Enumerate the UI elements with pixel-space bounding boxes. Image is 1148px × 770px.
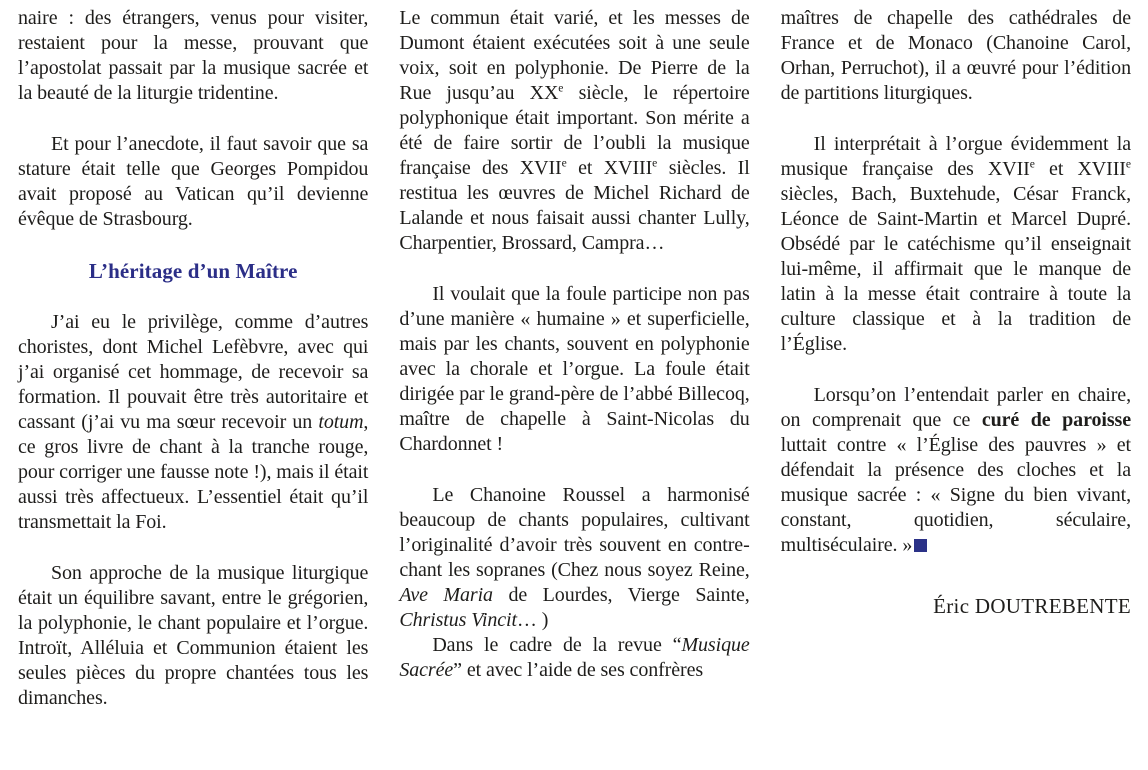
paragraph-foule: Il voulait que la foule participe non pas d’une manière « humaine » et superficielle, mais par les chants, souvent en polyphonie avec la chorale et l’orgue. La foule était dirigée par le grand-père de l’abbé Billecoq, maître de chapelle à Saint-Nicolas du Chardonnet ! xyxy=(399,283,750,455)
paragraph-revue: Dans le cadre de la revue “Musique Sacrée” et avec l’aide de ses confrères xyxy=(399,634,750,681)
end-of-article-marker-icon xyxy=(914,539,927,552)
section-heading: L’héritage d’un Maître xyxy=(88,259,298,283)
paragraph-cure-de-paroisse: Lorsqu’on l’entendait parler en chaire, on comprenait que ce curé de paroisse luttait contre « l’Église des pauvres » et défendait la présence des cloches et la musique sacrée : « Signe du bien vivant, constant, quotidien, séculaire, multiséculaire. » xyxy=(780,384,1131,556)
paragraph-chanoine-roussel: Le Chanoine Roussel a harmonisé beaucoup de chants populaires, cultivant l’originalité d’avoir très souvent en contre-chant les sopranes (Chez nous soyez Reine, Ave Maria de Lourdes, Vierge Sainte, Christus Vincit… ) xyxy=(399,484,750,631)
paragraph-continuation: naire : des étrangers, venus pour visiter, restaient pour la messe, prouvant que l’apostolat passait par la musique sacrée et la beauté de la liturgie tridentine. xyxy=(18,7,369,104)
paragraph-maitres-chapelle: maîtres de chapelle des cathédrales de France et de Monaco (Chanoine Carol, Orhan, Perruchot), il a œuvré pour l’édition de partitions liturgiques. xyxy=(780,7,1131,104)
paragraph-orgue: Il interprétait à l’orgue évidemment la musique française des XVIIe et XVIIIe siècles, Bach, Buxtehude, César Franck, Léonce de Saint-Martin et Marcel Dupré. Obsédé par le catéchisme qu’il enseignait lui-même, il affirmait que le manque de latin à la messe était contraire à toute la culture classique et à la tradition de l’Église. xyxy=(780,133,1131,355)
paragraph-approche: Son approche de la musique liturgique était un équilibre savant, entre le grégorien, la polyphonie, le chant populaire et l’orgue. Introït, Alléluia et Communion étaient les seules pièces du propre chantées tous les dimanches. xyxy=(18,562,369,709)
paragraph-anecdote: Et pour l’anecdote, il faut savoir que sa stature était telle que Georges Pompidou avait proposé au Vatican qu’il devienne évêque de Strasbourg. xyxy=(18,133,369,230)
text-column-1 xyxy=(18,6,368,770)
paragraph-commun: Le commun était varié, et les messes de Dumont étaient exécutées soit à une seule voix, soit en polyphonie. De Pierre de la Rue jusqu’au XXe siècle, le répertoire polyphonique était important. Son mérite a été de faire sortir de l’oubli la musique française des XVIIe et XVIIIe siècles. Il restitua les œuvres de Michel Richard de Lalande et nous faisait aussi chanter Lully, Charpentier, Brossard, Campra… xyxy=(399,7,750,254)
text-column-3 xyxy=(781,6,1131,770)
paragraph-privilege: J’ai eu le privilège, comme d’autres choristes, dont Michel Lefèbvre, avec qui j’ai organisé cet hommage, de recevoir sa formation. Il pouvait être très autoritaire et cassant (j’ai vu ma sœur recevoir un totum, ce gros livre de chant à la tranche rouge, pour corriger une fausse note !), mais il était aussi très affectueux. L’essentiel était qu’il transmettait la Foi. xyxy=(18,311,369,533)
author-signature: Éric DOUTREBENTE xyxy=(933,594,1131,618)
text-column-2 xyxy=(399,6,749,770)
